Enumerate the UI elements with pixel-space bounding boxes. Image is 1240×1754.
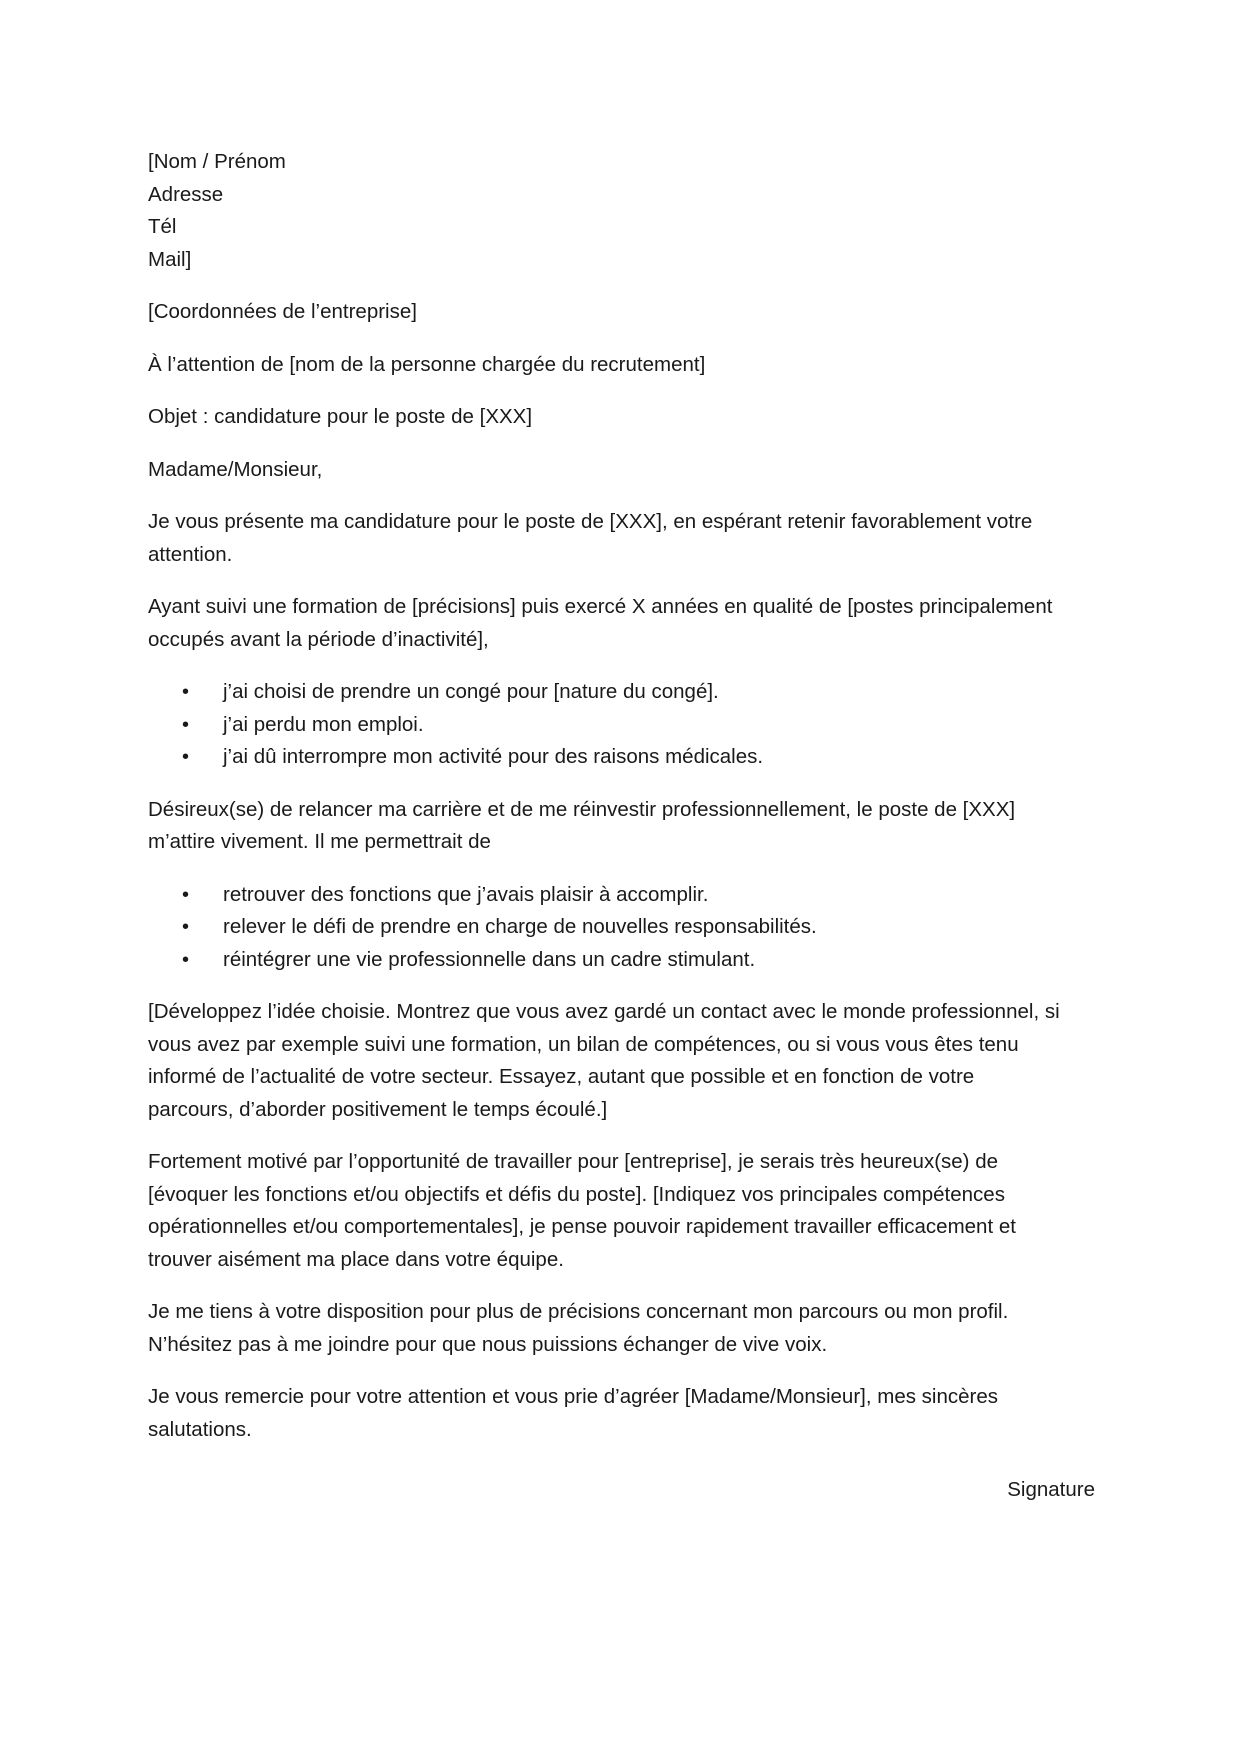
list-item-text: j’ai perdu mon emploi. xyxy=(223,712,424,736)
sender-name: [Nom / Prénom xyxy=(148,150,286,173)
enthusiasm-line: trouver aisément ma place dans votre équipe. xyxy=(148,1247,564,1271)
closing-paragraph xyxy=(148,1381,1098,1446)
enthusiasm-line: Fortement motivé par l’opportunité de travailler pour [entreprise], je serais très heureux(se) de xyxy=(148,1150,999,1173)
availability-line: Je me tiens à votre disposition pour plus de précisions concernant mon parcours ou mon profil. xyxy=(148,1300,1009,1323)
list-item-text: relever le défi de prendre en charge de nouvelles responsabilités. xyxy=(223,915,817,938)
attention-line: À l’attention de [nom de la personne chargée du recrutement] xyxy=(148,352,706,376)
background-line: Ayant suivi une formation de [précisions] puis exercé X années en qualité de [postes principalement xyxy=(148,595,1053,618)
sender-mail: Mail] xyxy=(148,247,192,271)
bullet-icon: • xyxy=(182,746,190,768)
develop-paragraph xyxy=(148,996,1098,1126)
bullet-icon: • xyxy=(182,713,190,736)
intro-paragraph xyxy=(148,506,1098,571)
list-item xyxy=(148,676,1098,709)
develop-line: [Développez l’idée choisie. Montrez que vous avez gardé un contact avec le monde professionnel, si xyxy=(148,1000,1060,1023)
bullet-icon: • xyxy=(182,948,190,971)
motivation-paragraph xyxy=(148,794,1098,859)
list-item-text: j’ai choisi de prendre un congé pour [nature du congé]. xyxy=(223,680,719,703)
intro-line: Je vous présente ma candidature pour le poste de [XXX], en espérant retenir favorablement votre xyxy=(148,510,1033,533)
letter-body xyxy=(148,146,1098,1466)
bullet-icon: • xyxy=(182,916,190,938)
background-line: occupés avant la période d’inactivité], xyxy=(148,627,489,651)
motivation-line: m’attire vivement. Il me permettrait de xyxy=(148,830,491,853)
sender-block xyxy=(148,146,1098,276)
salutation: Madame/Monsieur, xyxy=(148,457,323,481)
list-item xyxy=(148,879,1098,912)
list-item-text: retrouver des fonctions que j’avais plaisir à accomplir. xyxy=(223,882,709,906)
signature: Signature xyxy=(1007,1478,1095,1501)
bullet-icon: • xyxy=(182,681,190,703)
list-item xyxy=(148,741,1098,774)
sender-address: Adresse xyxy=(148,182,224,206)
list-item xyxy=(148,709,1098,742)
enthusiasm-line: [évoquer les fonctions et/ou objectifs et défis du poste]. [Indiquez vos principales compétences xyxy=(148,1182,1005,1206)
sender-phone: Tél xyxy=(148,215,177,238)
list-item-text: j’ai dû interrompre mon activité pour des raisons médicales. xyxy=(223,745,764,768)
enthusiasm-line: opérationnelles et/ou comportementales], je pense pouvoir rapidement travailler efficacement et xyxy=(148,1215,1016,1238)
background-paragraph xyxy=(148,591,1098,656)
develop-line: vous avez par exemple suivi une formation, un bilan de compétences, ou si vous vous êtes tenu xyxy=(148,1032,1019,1056)
subject-line: Objet : candidature pour le poste de [XXX] xyxy=(148,405,533,428)
availability-paragraph xyxy=(148,1296,1098,1361)
develop-line: parcours, d’aborder positivement le temps écoulé.] xyxy=(148,1097,608,1121)
list-item-text: réintégrer une vie professionnelle dans un cadre stimulant. xyxy=(223,947,756,971)
goals-list xyxy=(148,879,1098,977)
reasons-list xyxy=(148,676,1098,774)
motivation-line: Désireux(se) de relancer ma carrière et de me réinvestir professionnellement, le poste de [XXX] xyxy=(148,797,1016,821)
bullet-icon: • xyxy=(182,883,190,906)
list-item xyxy=(148,944,1098,977)
closing-line: Je vous remercie pour votre attention et vous prie d’agréer [Madame/Monsieur], mes sincères xyxy=(148,1385,998,1408)
closing-line: salutations. xyxy=(148,1417,252,1441)
enthusiasm-paragraph xyxy=(148,1146,1098,1276)
develop-line: informé de l’actualité de votre secteur. Essayez, autant que possible et en fonction de votre xyxy=(148,1065,975,1088)
list-item xyxy=(148,911,1098,944)
intro-line: attention. xyxy=(148,542,233,566)
availability-line: N’hésitez pas à me joindre pour que nous puissions échanger de vive voix. xyxy=(148,1332,828,1356)
company-details: [Coordonnées de l’entreprise] xyxy=(148,300,417,323)
